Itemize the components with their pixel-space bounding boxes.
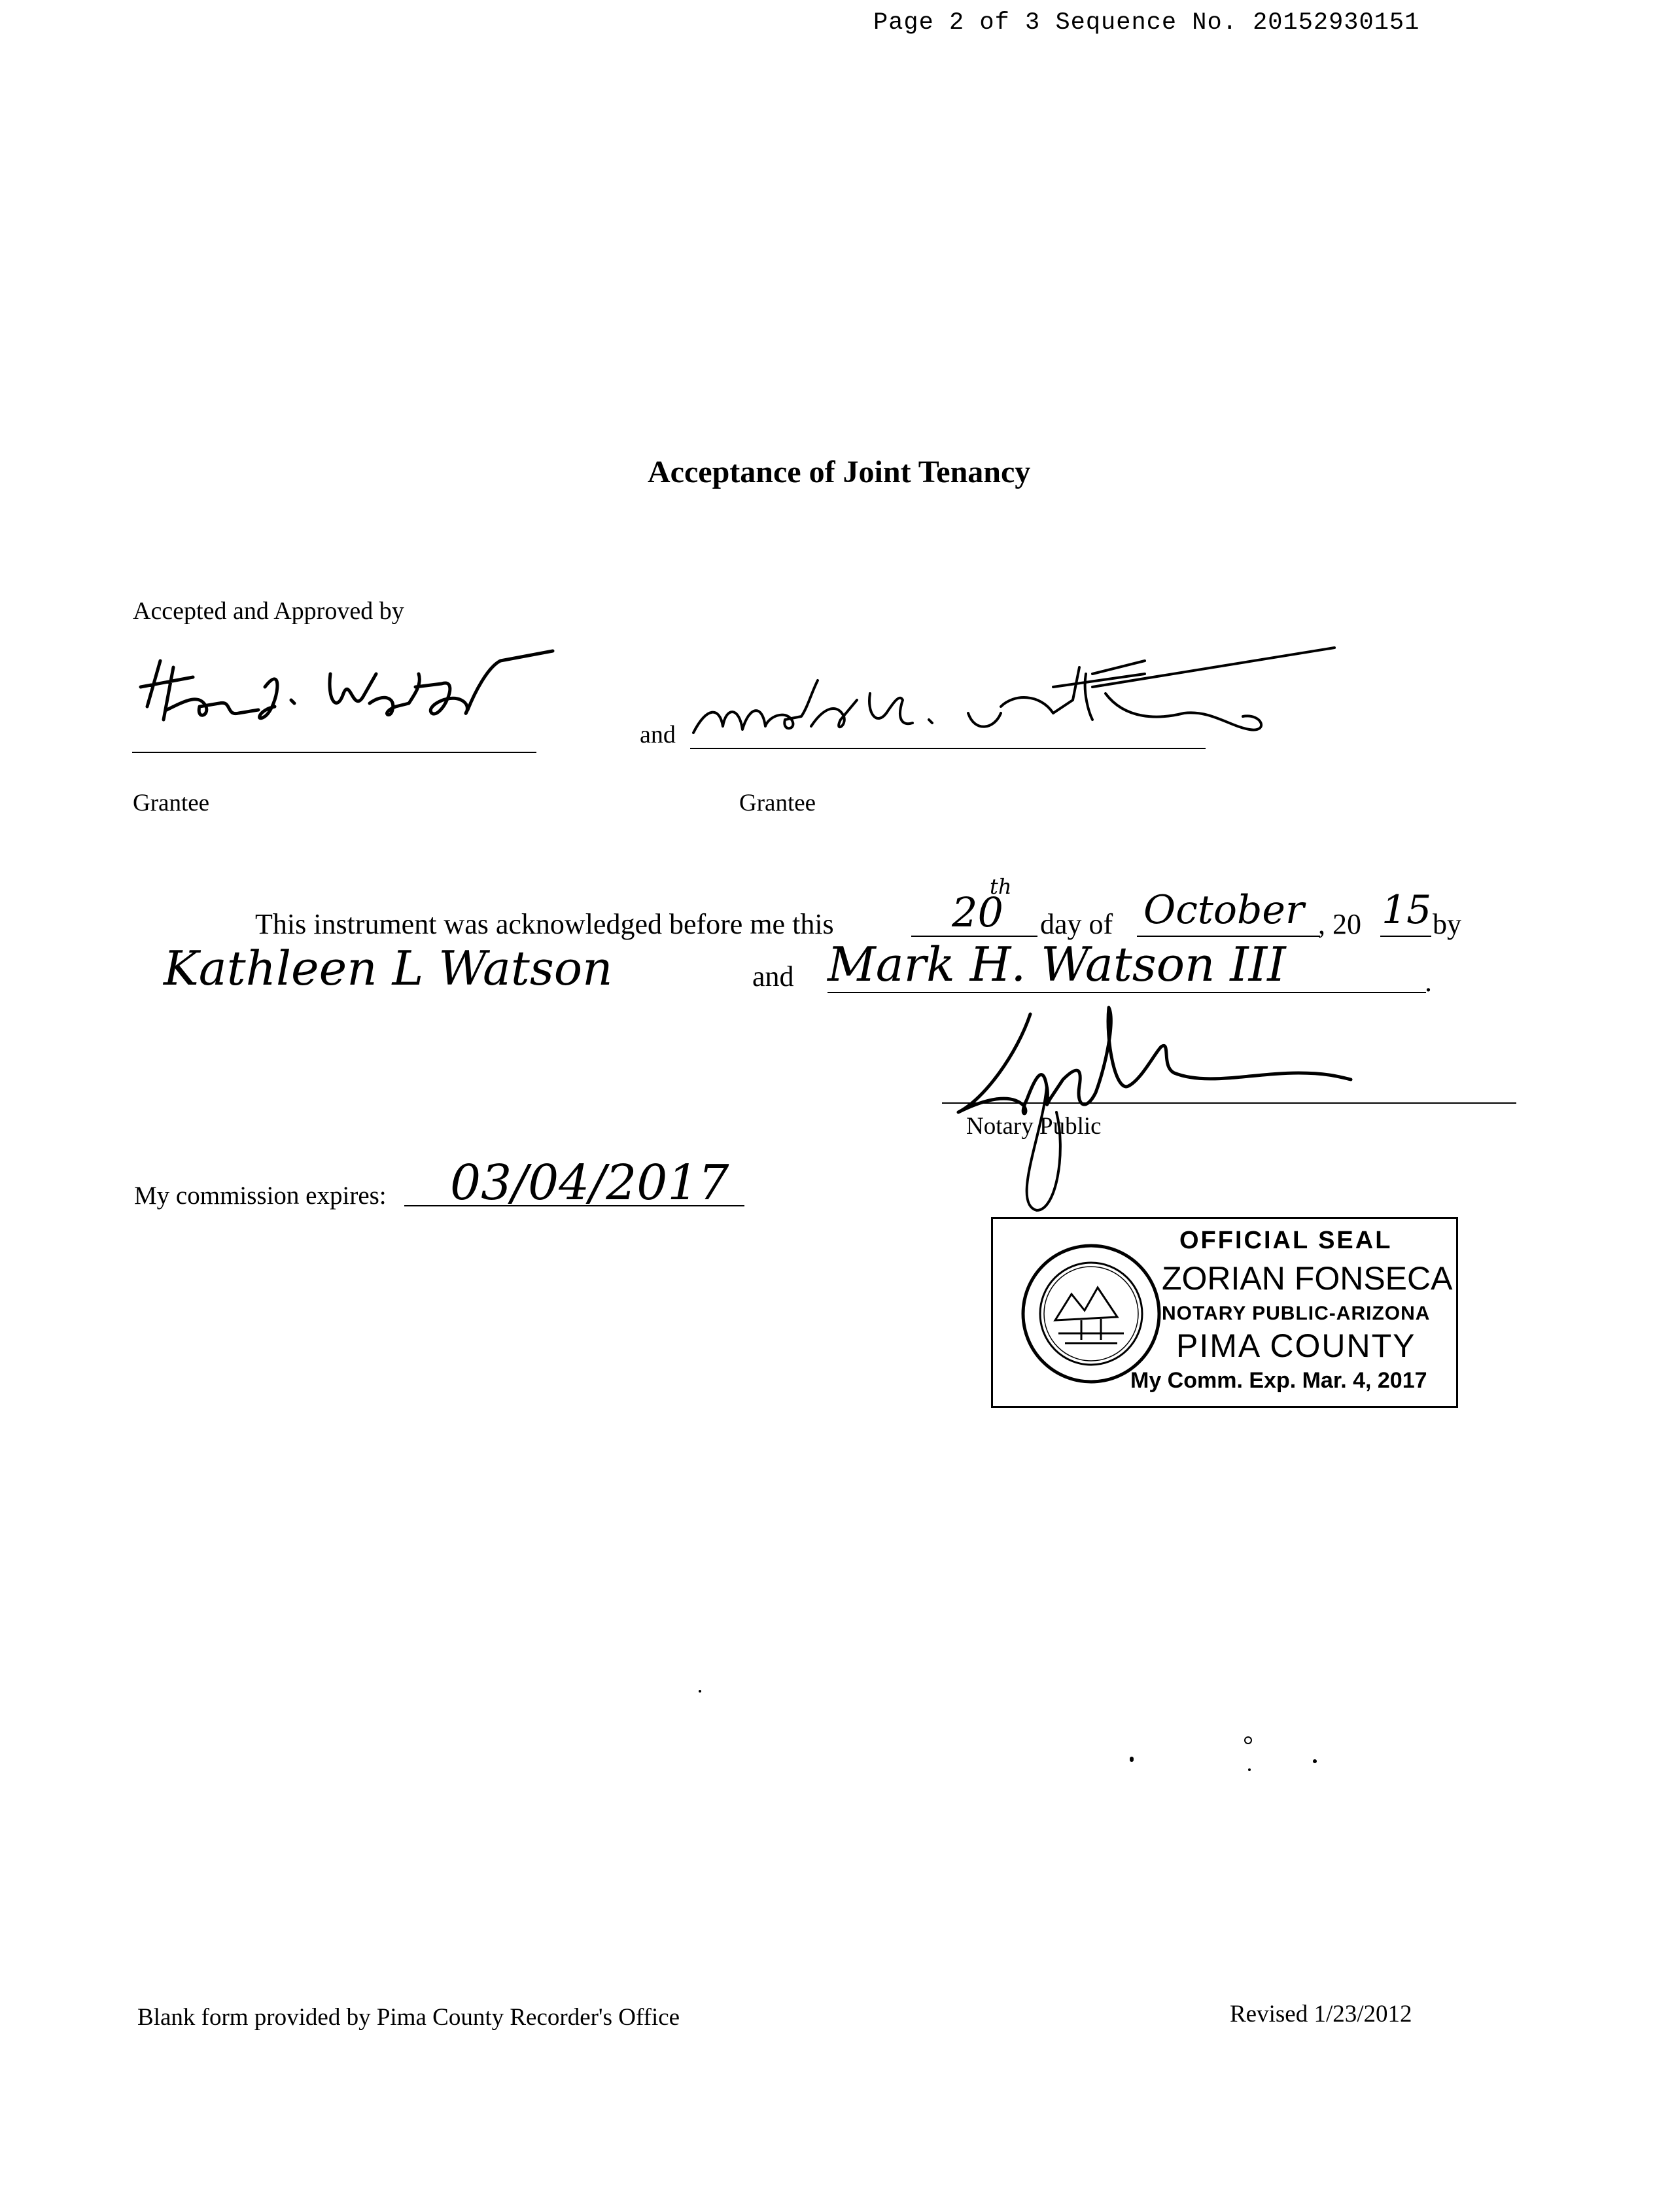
footer-revised-date: Revised 1/23/2012 bbox=[1230, 2001, 1412, 2028]
grantee-2-signature-line bbox=[690, 748, 1206, 749]
arizona-state-seal-icon bbox=[1019, 1242, 1163, 1386]
acknowledged-name-2: Mark H. Watson III bbox=[827, 937, 1286, 992]
seal-notary-public-arizona: NOTARY PUBLIC-ARIZONA bbox=[1162, 1303, 1431, 1324]
ack-day-value: 20 bbox=[952, 888, 1003, 936]
names-line bbox=[827, 992, 1426, 993]
seal-commission-expiry: My Comm. Exp. Mar. 4, 2017 bbox=[1130, 1368, 1427, 1393]
grantee-2-signature bbox=[687, 654, 1328, 739]
notary-signature-line bbox=[942, 1102, 1516, 1104]
seal-county: PIMA COUNTY bbox=[1176, 1327, 1416, 1364]
notary-seal-stamp bbox=[991, 1217, 1458, 1408]
seal-official-seal: OFFICIAL SEAL bbox=[1179, 1227, 1393, 1254]
footer-form-provider: Blank form provided by Pima County Recorder's Office bbox=[137, 2004, 680, 2031]
ack-year-value: 15 bbox=[1382, 887, 1432, 933]
accepted-approved-label: Accepted and Approved by bbox=[133, 597, 404, 625]
commission-expires-line bbox=[404, 1205, 744, 1206]
seal-notary-name: ZORIAN FONSECA bbox=[1162, 1260, 1453, 1297]
page-sequence-header: Page 2 of 3 Sequence No. 20152930151 bbox=[873, 9, 1420, 37]
document-title: Acceptance of Joint Tenancy bbox=[648, 455, 1031, 489]
ack-month-value: October bbox=[1143, 887, 1304, 933]
grantee-2-label: Grantee bbox=[739, 790, 816, 816]
and-label: and bbox=[640, 721, 676, 748]
scan-speck-marks-right bbox=[1125, 1734, 1321, 1799]
grantee-1-signature-line bbox=[132, 752, 536, 753]
acknowledgment-text: This instrument was acknowledged before me this bbox=[255, 908, 834, 940]
grantee-1-label: Grantee bbox=[133, 790, 210, 816]
by-label: by bbox=[1433, 908, 1461, 940]
names-period: . bbox=[1425, 966, 1432, 998]
commission-expires-label: My commission expires: bbox=[134, 1182, 387, 1210]
year-prefix-label: , 20 bbox=[1318, 908, 1361, 940]
acknowledged-name-1: Kathleen L Watson bbox=[164, 941, 613, 996]
commission-expires-value: 03/04/2017 bbox=[450, 1155, 729, 1211]
scan-speck-marks bbox=[693, 1688, 955, 1766]
notary-signature bbox=[945, 1001, 1455, 1217]
notary-public-label: Notary Public bbox=[966, 1113, 1102, 1140]
day-of-label: day of bbox=[1040, 908, 1113, 940]
ack-year-line bbox=[1380, 936, 1431, 937]
grantee-1-signature bbox=[134, 648, 579, 746]
names-and-label: and bbox=[752, 960, 794, 992]
ack-day-suffix: th bbox=[990, 874, 1012, 899]
